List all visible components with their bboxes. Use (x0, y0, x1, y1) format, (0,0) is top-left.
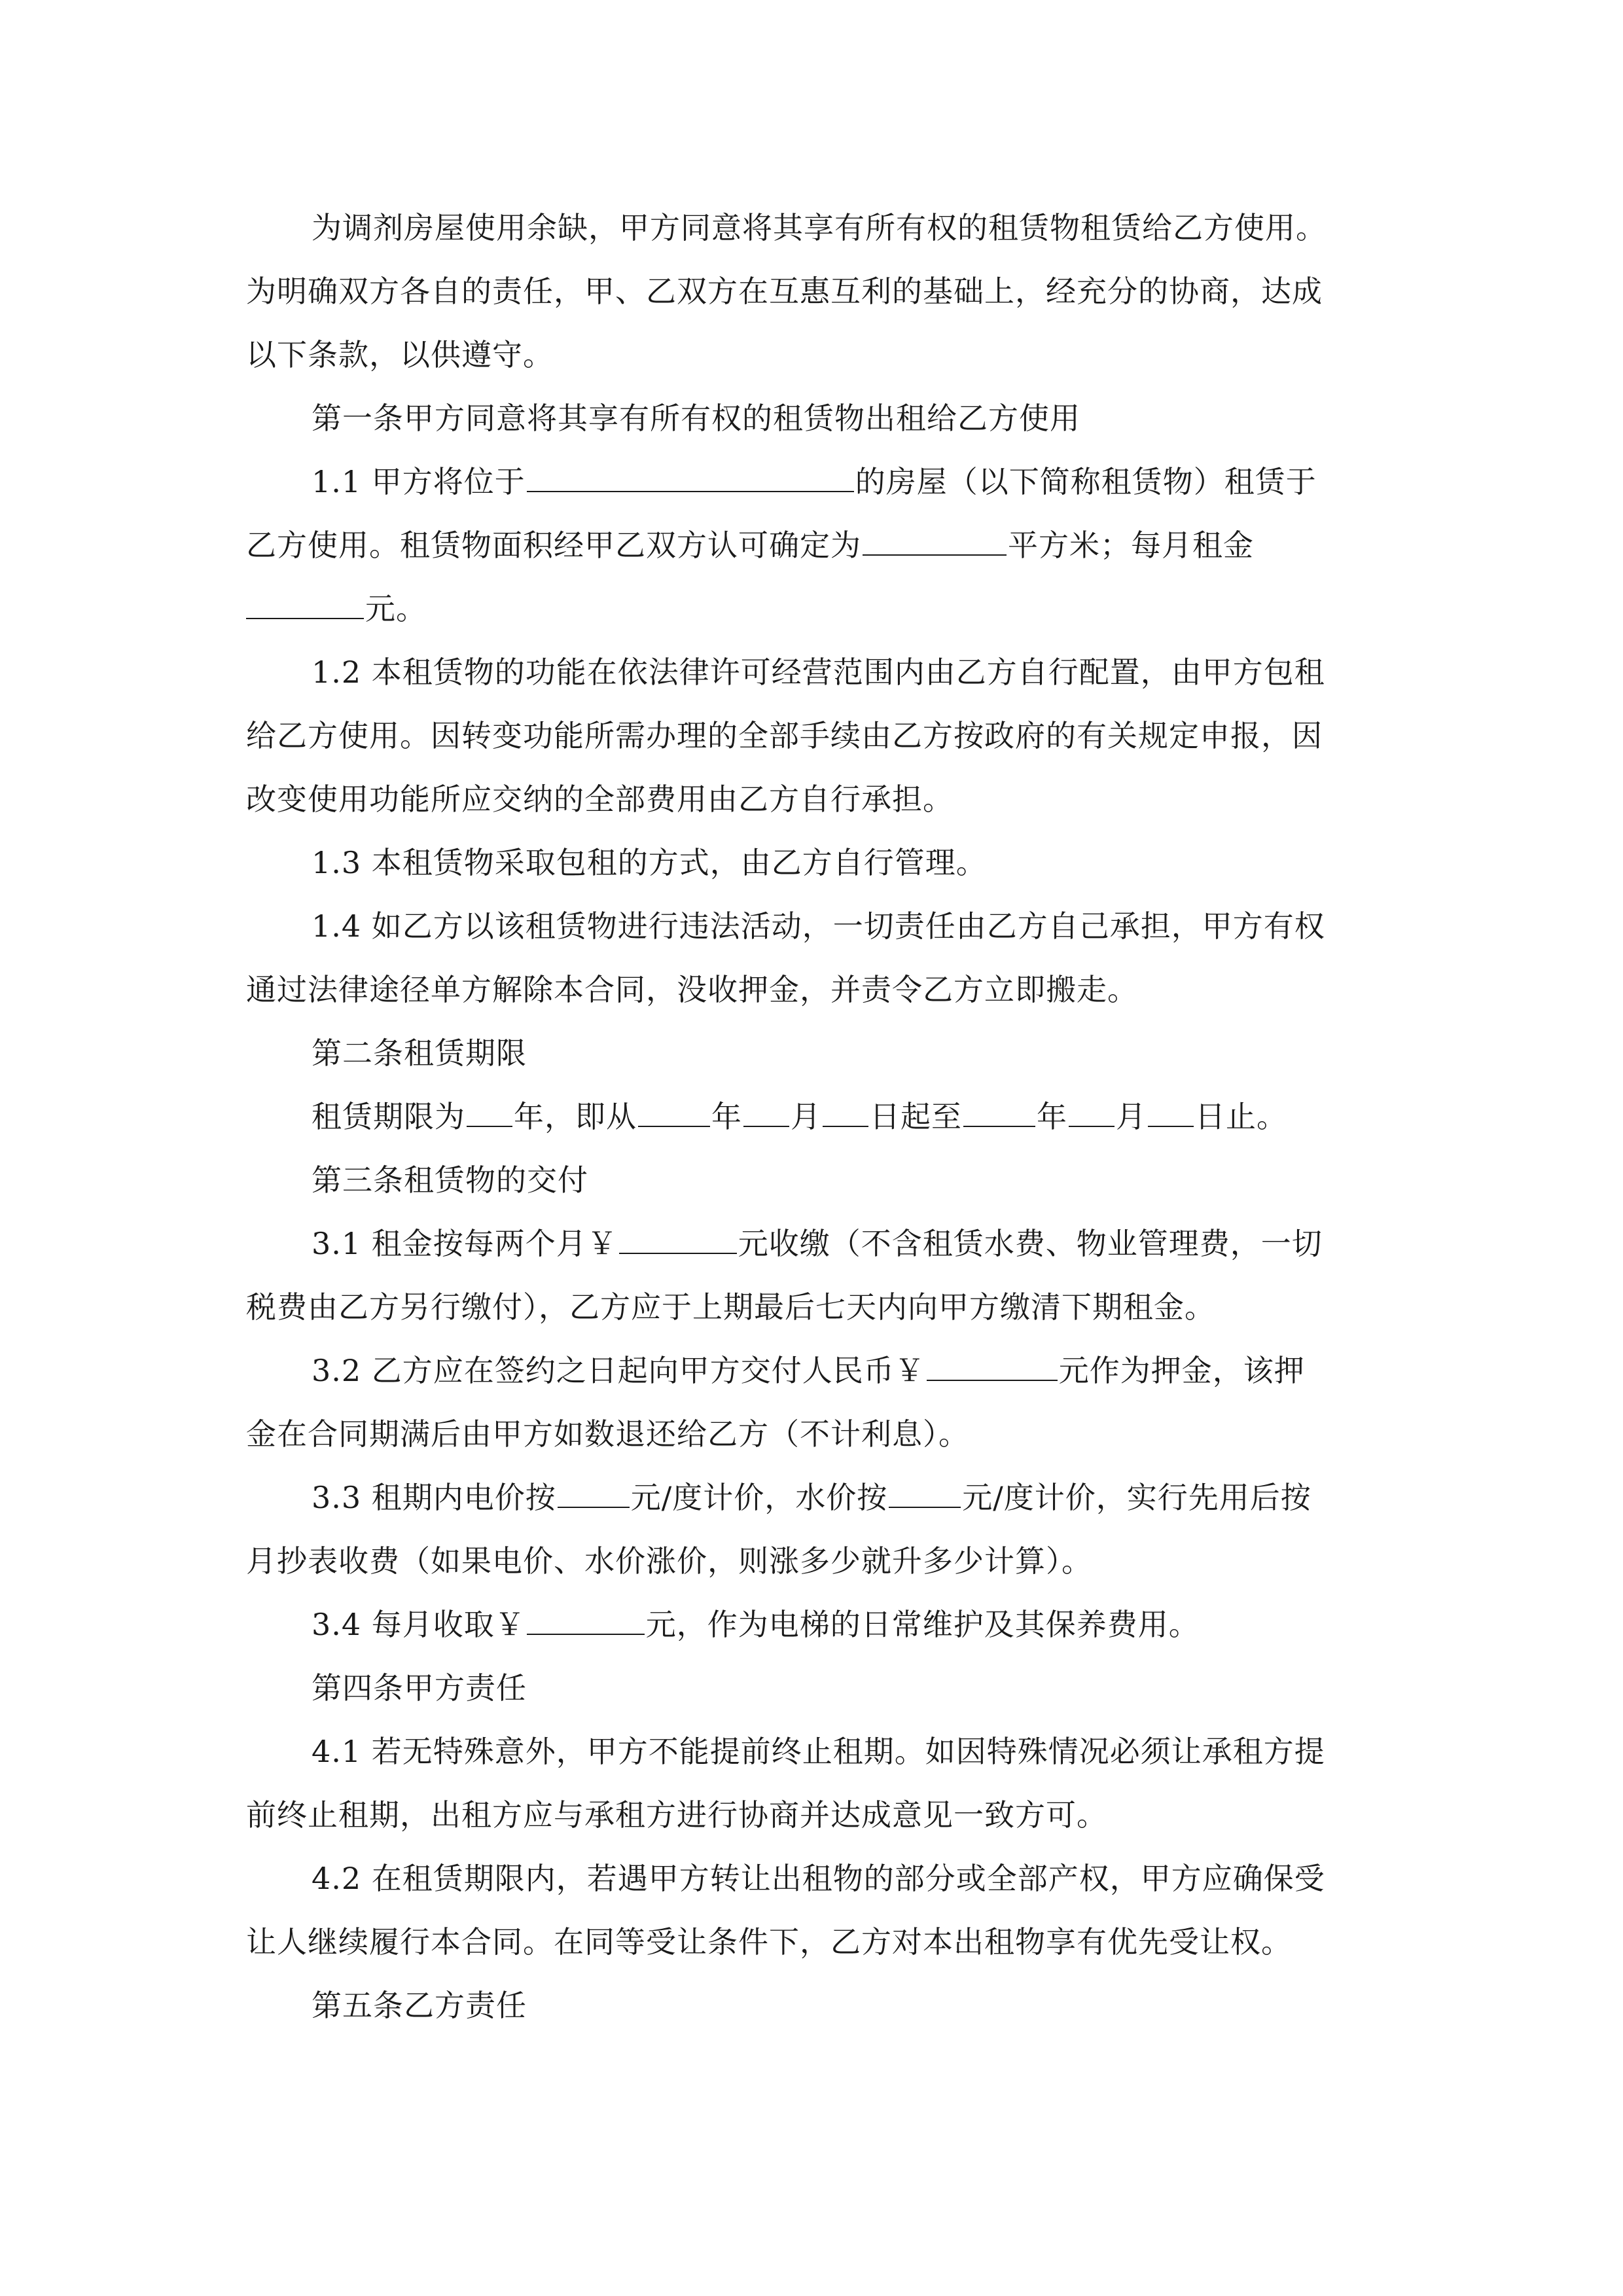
text-line: 改变使用功能所应交纳的全部费用由乙方自行承担。 (246, 781, 954, 817)
clause-1-1 (246, 450, 1378, 641)
article-1-heading: 第一条甲方同意将其享有所有权的租赁物出租给乙方使用 (312, 401, 1080, 436)
text-line: 4.2 在租赁期限内，若遇甲方转让出租物的部分或全部产权，甲方应确保受 (312, 1861, 1325, 1896)
text-line (246, 1466, 1378, 1530)
text-line: 给乙方使用。因转变功能所需办理的全部手续由乙方按政府的有关规定申报，因 (246, 718, 1323, 753)
clause-text: 3.3 租期内电价按 (312, 1480, 556, 1515)
preamble-paragraph (246, 196, 1378, 387)
article-3-heading: 第三条租赁物的交付 (312, 1162, 588, 1198)
text-line (246, 1339, 1378, 1403)
article-2-heading: 第二条租赁期限 (312, 1035, 527, 1071)
blank-location (527, 467, 854, 492)
text-line: 1.4 如乙方以该租赁物进行违法活动，一切责任由乙方自己承担，甲方有权 (312, 908, 1325, 944)
clause-3-1 (246, 1212, 1378, 1339)
clause-text: 月 (791, 1099, 821, 1134)
blank-end-year (963, 1102, 1035, 1127)
text-line (246, 450, 1378, 514)
clause-text: 乙方使用。租赁物面积经甲乙双方认可确定为 (246, 528, 861, 563)
text-line (246, 1085, 1378, 1149)
clause-text: 元/度计价，水价按 (630, 1480, 888, 1515)
blank-start-day (823, 1102, 868, 1127)
text-line: 通过法律途径单方解除本合同，没收押金，并责令乙方立即搬走。 (246, 972, 1138, 1007)
clause-text: 年 (711, 1099, 742, 1134)
clause-text: 元。 (365, 591, 427, 626)
text-line: 4.1 若无特殊意外，甲方不能提前终止租期。如因特殊情况必须让承租方提 (312, 1734, 1325, 1769)
text-line: 前终止租期，出租方应与承租方进行协商并达成意见一致方可。 (246, 1797, 1107, 1833)
clause-text: 元作为押金，该押 (1058, 1353, 1305, 1388)
clause-1-3 (246, 831, 1378, 895)
clause-text: 3.2 乙方应在签约之日起向甲方交付人民币￥ (312, 1353, 925, 1388)
blank-electricity-price (558, 1483, 630, 1508)
text-line: 为调剂房屋使用余缺，甲方同意将其享有所有权的租赁物租赁给乙方使用。 (312, 210, 1327, 245)
clause-text: 元收缴（不含租赁水费、物业管理费，一切 (738, 1226, 1323, 1261)
text-line (246, 1593, 1378, 1657)
blank-area (863, 531, 1007, 556)
blank-deposit (927, 1356, 1058, 1381)
text-line: 税费由乙方另行缴付），乙方应于上期最后七天内向甲方缴清下期租金。 (246, 1289, 1215, 1325)
text-line: 1.2 本租赁物的功能在依法律许可经营范围内由乙方自行配置，由甲方包租 (312, 655, 1325, 690)
blank-bimonthly-rent (619, 1229, 737, 1254)
text-line (246, 514, 1378, 577)
article-5-heading: 第五条乙方责任 (312, 1988, 527, 2023)
blank-end-month (1069, 1102, 1115, 1127)
clause-4-2 (246, 1847, 1378, 1974)
blank-elevator-fee (527, 1610, 645, 1635)
blank-end-day (1148, 1102, 1194, 1127)
clause-text: 平方米；每月租金 (1008, 528, 1254, 563)
clause-text: 元，作为电梯的日常维护及其保养费用。 (645, 1607, 1200, 1642)
blank-water-price (889, 1483, 961, 1508)
clause-text: 日起至 (870, 1099, 962, 1134)
clause-text: 1.1 甲方将位于 (312, 464, 526, 499)
lease-term-line (246, 1085, 1378, 1149)
text-line: 金在合同期满后由甲方如数退还给乙方（不计利息）。 (246, 1416, 969, 1452)
clause-4-1 (246, 1720, 1378, 1847)
article-4-heading: 第四条甲方责任 (312, 1670, 527, 1706)
clause-text: 3.4 每月收取￥ (312, 1607, 526, 1642)
clause-text: 的房屋（以下简称租赁物）租赁于 (855, 464, 1317, 499)
clause-text: 租赁期限为 (312, 1099, 465, 1134)
clause-1-2 (246, 641, 1378, 831)
blank-start-month (743, 1102, 789, 1127)
clause-text: 年 (1037, 1099, 1067, 1134)
clause-3-2 (246, 1339, 1378, 1466)
blank-start-year (638, 1102, 710, 1127)
clause-3-4 (246, 1593, 1378, 1657)
text-line (246, 1212, 1378, 1276)
blank-monthly-rent (246, 594, 364, 619)
clause-text: 日止。 (1195, 1099, 1287, 1134)
text-line (246, 577, 1378, 641)
text-line: 以下条款，以供遵守。 (246, 337, 554, 372)
blank-years (467, 1102, 512, 1127)
clause-text: 年，即从 (514, 1099, 637, 1134)
clause-text: 月 (1116, 1099, 1147, 1134)
clause-1-4 (246, 895, 1378, 1022)
text-line: 1.3 本租赁物采取包租的方式，由乙方自行管理。 (312, 845, 987, 880)
clause-text: 元/度计价，实行先用后按 (962, 1480, 1311, 1515)
text-line: 月抄表收费（如果电价、水价涨价，则涨多少就升多少计算）。 (246, 1543, 1092, 1579)
text-line: 让人继续履行本合同。在同等受让条件下，乙方对本出租物享有优先受让权。 (246, 1924, 1292, 1960)
text-line: 为明确双方各自的责任，甲、乙双方在互惠互利的基础上，经充分的协商，达成 (246, 274, 1323, 309)
contract-body (246, 196, 1378, 2037)
clause-text: 3.1 租金按每两个月￥ (312, 1226, 618, 1261)
clause-3-3 (246, 1466, 1378, 1593)
